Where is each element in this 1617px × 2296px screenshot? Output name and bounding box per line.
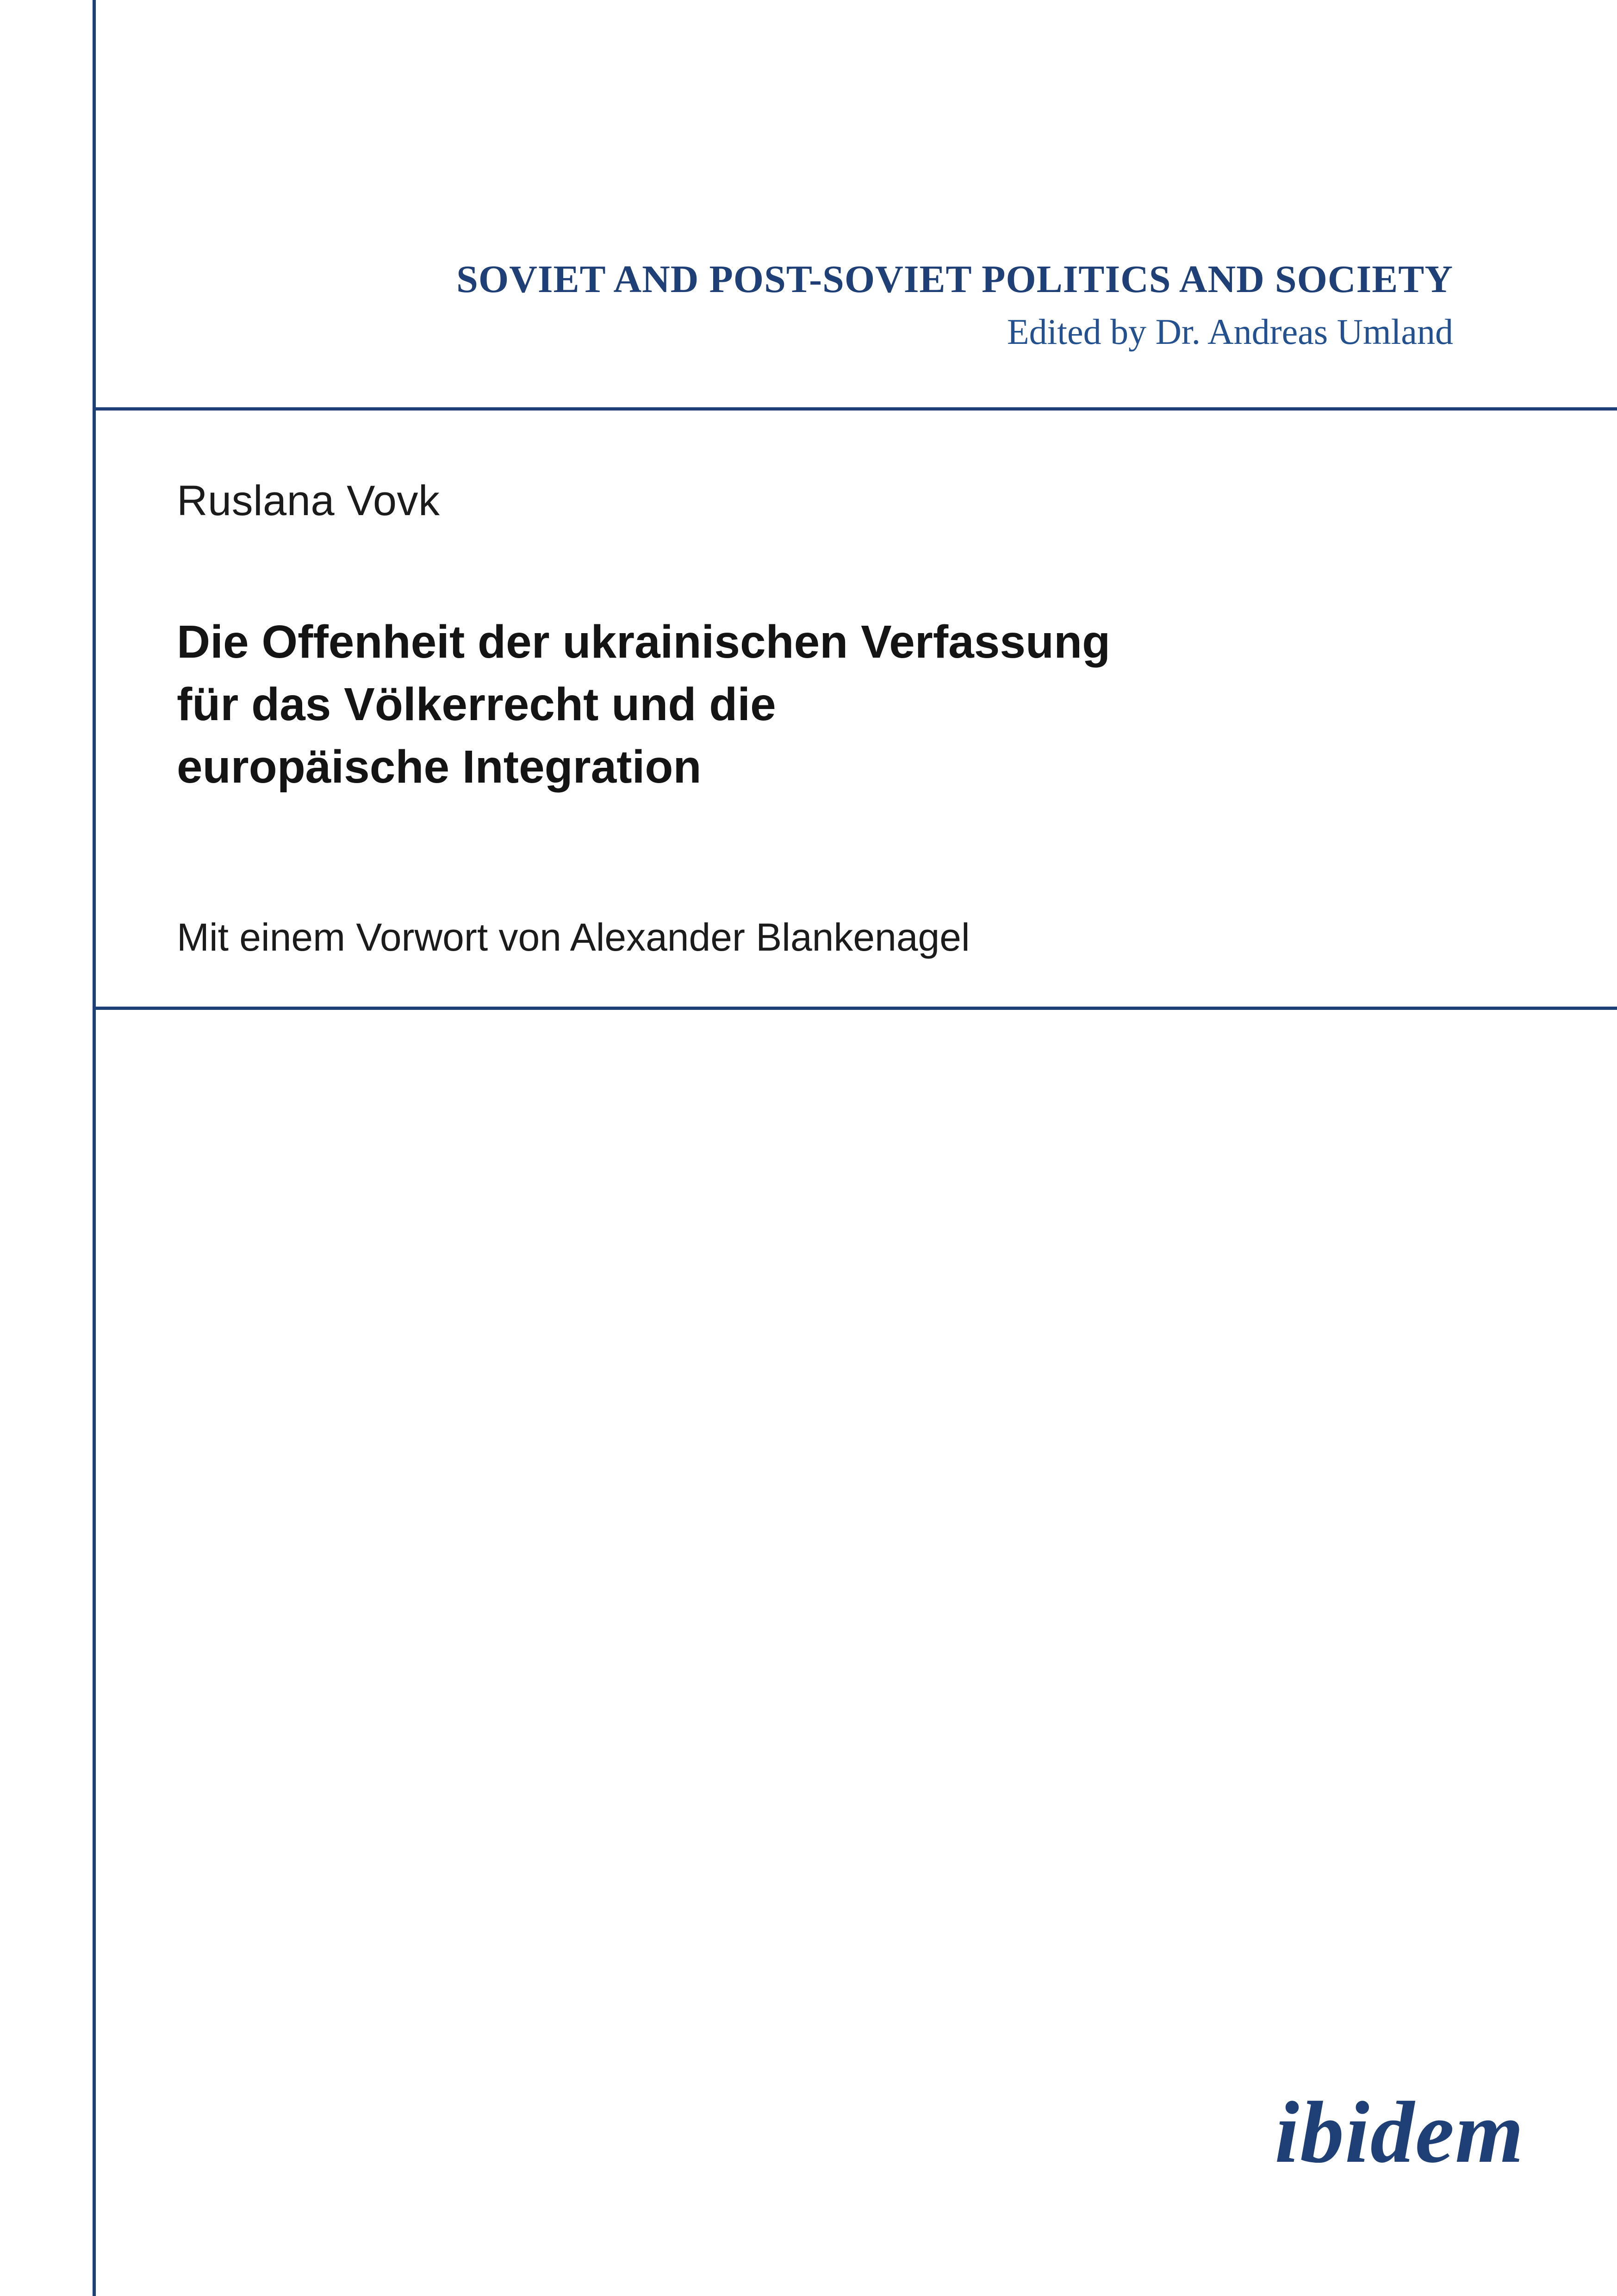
page-title — [177, 611, 1486, 798]
page-title-line-1: Die Offenheit der ukrainischen Verfassung — [177, 616, 1111, 668]
left-vertical-rule — [93, 0, 96, 2296]
series-title: SOVIET AND POST-SOVIET POLITICS AND SOCIETY — [456, 258, 1453, 301]
page-title-line-2: für das Völkerrecht und die — [177, 678, 776, 730]
series-header — [171, 259, 1453, 351]
page-title-line-3: europäische Integration — [177, 741, 702, 793]
author-name: Ruslana Vovk — [177, 477, 440, 524]
series-editor: Edited by Dr. Andreas Umland — [1007, 311, 1453, 352]
divider-above-title — [93, 407, 1617, 411]
publisher-logo: ibidem — [1275, 2084, 1524, 2181]
foreword-note: Mit einem Vorwort von Alexander Blankenagel — [177, 915, 970, 959]
divider-below-title — [93, 1007, 1617, 1010]
